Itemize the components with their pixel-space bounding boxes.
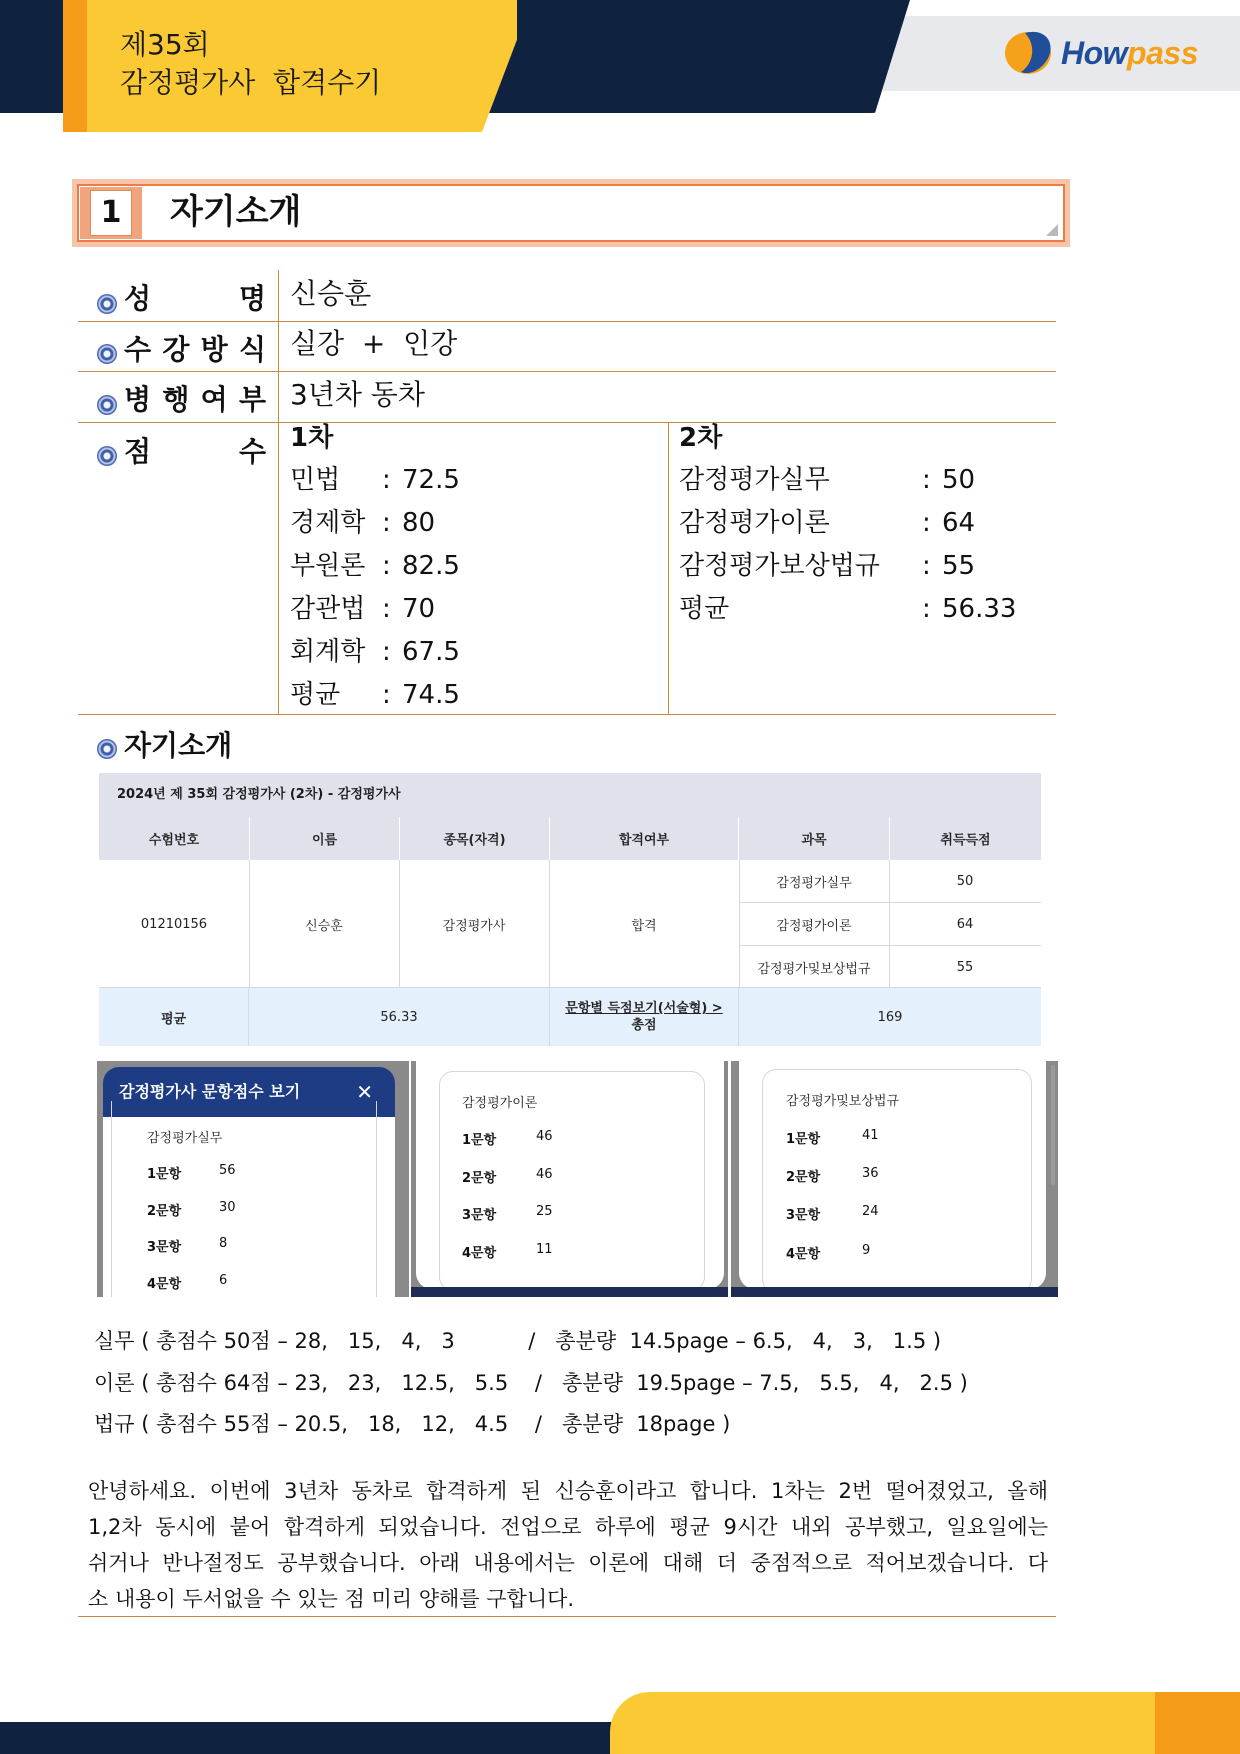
header-orange-stripe	[63, 0, 87, 132]
panel-subject: 감정평가이론	[462, 1096, 538, 1111]
score-subject: 감정평가이론	[679, 508, 830, 538]
name-value: 신승훈	[290, 277, 372, 310]
score-value: 56.33	[942, 594, 1017, 624]
question-label: 3문항	[786, 1208, 821, 1223]
paragraph-line: 소 내용이 두서없을 수 있는 점 미리 양해를 구합니다.	[88, 1587, 575, 1611]
panel-subject: 감정평가및보상법규	[786, 1094, 900, 1109]
question-label: 1문항	[147, 1167, 182, 1182]
paragraph-line: 안녕하세요. 이번에 3년차 동차로 합격하게 된 신승훈이라고 합니다. 1차는 2번 떨어졌었고, 올해	[88, 1479, 1048, 1503]
score-colon: :	[922, 594, 931, 624]
question-label: 2문항	[786, 1170, 821, 1185]
score-popup-theory	[411, 1061, 728, 1297]
score-value: 64	[942, 508, 976, 538]
paragraph-line: 쉬거나 반나절정도 공부했습니다. 아래 내용에서는 이론에 대해 더 중점적으로 적어보겠습니다. 다	[88, 1551, 1048, 1575]
question-score: 46	[536, 1129, 553, 1144]
label-char: 수	[238, 435, 266, 468]
question-score: 9	[862, 1243, 871, 1258]
popup-title: 감정평가사 문항점수 보기	[119, 1082, 301, 1101]
question-score: 8	[219, 1236, 228, 1251]
score-row	[290, 506, 435, 540]
result-table	[99, 773, 1041, 1046]
header-cell: 합격여부	[550, 817, 739, 860]
bullet-icon	[97, 294, 117, 314]
question-label: 4문항	[786, 1247, 821, 1262]
subject-name: 감정평가실무	[776, 875, 852, 891]
label-char: 부	[238, 383, 266, 416]
score-subject: 민법	[290, 465, 341, 495]
subject-score: 64	[956, 916, 974, 932]
examinee-name: 신승훈	[305, 918, 343, 934]
second-exam-heading: 2차	[679, 423, 723, 453]
score-popup-practice	[97, 1061, 409, 1297]
parallel-value: 3년차 동차	[290, 378, 425, 411]
score-detail-link[interactable]: 문항별 득점보기(서술형) >	[565, 1001, 723, 1016]
score-value: 80	[402, 508, 436, 538]
score-value: 55	[942, 551, 976, 581]
paragraph-line: 1,2차 동시에 붙어 합격하게 되었습니다. 전업으로 하루에 평균 9시간 내외 공부했고, 일요일에는	[88, 1515, 1048, 1539]
pass-status: 합격	[631, 918, 657, 934]
score-subject: 경제학	[290, 508, 366, 538]
header-cell: 취득득점	[890, 817, 1041, 860]
scrollbar[interactable]	[1051, 1065, 1055, 1185]
total-label: 총점	[631, 1018, 657, 1033]
score-row	[290, 592, 435, 626]
label-char: 방	[200, 333, 228, 366]
score-value: 70	[402, 594, 436, 624]
page-title	[120, 26, 381, 102]
exam-number: 01210156	[140, 916, 208, 932]
label-char: 행	[162, 383, 190, 416]
profile-divider	[278, 270, 279, 715]
score-divider	[668, 422, 669, 714]
score-label	[124, 433, 266, 471]
question-label: 1문항	[786, 1132, 821, 1147]
summary-practice: 실무 ( 총점수 50점 – 28, 15, 4, 3 / 총분량 14.5page – 6.5, 4, 3, 1.5 )	[94, 1329, 942, 1353]
panel-bottom-bar	[411, 1287, 728, 1297]
score-colon: :	[382, 508, 391, 538]
question-score: 25	[536, 1204, 553, 1219]
section-number-box	[80, 187, 142, 239]
question-label: 4문항	[462, 1246, 497, 1261]
footer-orange-band	[1155, 1692, 1240, 1754]
logo-pass: pass	[1127, 34, 1198, 71]
question-score: 46	[536, 1167, 553, 1182]
label-char: 식	[238, 333, 266, 366]
score-colon: :	[922, 551, 931, 581]
result-table-title: 2024년 제 35회 감정평가사 (2차) - 감정평가사	[99, 773, 1041, 817]
title-line1: 제35회	[120, 28, 210, 61]
name-label	[124, 280, 266, 318]
label-char: 수	[124, 333, 152, 366]
label-char: 강	[162, 333, 190, 366]
panel-bottom-bar	[731, 1287, 1058, 1297]
method-value: 실강 + 인강	[290, 327, 458, 360]
label-char: 병	[124, 383, 152, 416]
label-char: 점	[124, 435, 152, 468]
score-colon: :	[382, 594, 391, 624]
row-divider	[78, 321, 1056, 322]
score-colon: :	[382, 637, 391, 667]
subject-score: 55	[956, 959, 974, 975]
summary-law: 법규 ( 총점수 55점 – 20.5, 18, 12, 4.5 / 총분량 18page )	[94, 1412, 731, 1436]
question-score: 56	[219, 1163, 236, 1178]
method-label	[124, 331, 266, 369]
question-label: 3문항	[462, 1208, 497, 1223]
question-label: 2문항	[462, 1171, 497, 1186]
total-value: 169	[877, 1009, 903, 1025]
score-subject: 부원론	[290, 551, 366, 581]
question-label: 4문항	[147, 1277, 182, 1292]
score-subject: 회계학	[290, 637, 366, 667]
section-title: 자기소개	[170, 192, 302, 232]
footer-yellow-band	[610, 1692, 1240, 1754]
average-label: 평균	[99, 988, 249, 1046]
row-divider	[78, 714, 1056, 715]
score-value: 72.5	[402, 465, 460, 495]
score-subject: 감정평가실무	[679, 465, 830, 495]
parallel-label	[124, 381, 266, 419]
score-colon: :	[382, 465, 391, 495]
question-label: 3문항	[147, 1240, 182, 1255]
score-row	[679, 506, 975, 540]
paragraph-divider	[78, 1616, 1056, 1617]
score-row	[290, 678, 460, 712]
score-colon: :	[382, 551, 391, 581]
qualification: 감정평가사	[442, 918, 506, 934]
bullet-icon	[97, 344, 117, 364]
question-score: 36	[862, 1166, 879, 1181]
question-score: 6	[219, 1273, 228, 1288]
score-row	[679, 549, 975, 583]
header-cell: 과목	[739, 817, 890, 860]
bullet-icon	[97, 739, 117, 759]
howpass-logo-text	[1061, 35, 1198, 72]
score-subject: 평균	[290, 680, 341, 710]
score-colon: :	[382, 680, 391, 710]
header-cell: 이름	[250, 817, 400, 860]
first-exam-heading: 1차	[290, 423, 334, 453]
row-divider	[78, 371, 1056, 372]
header-cell: 종목(자격)	[400, 817, 550, 860]
subject-score: 50	[956, 873, 974, 889]
intro-paragraph	[88, 1473, 1048, 1617]
howpass-logo	[1003, 30, 1198, 76]
result-table-average-row	[99, 988, 1041, 1046]
score-row	[679, 463, 975, 497]
score-row	[290, 463, 460, 497]
question-score: 24	[862, 1204, 879, 1219]
intro-heading: 자기소개	[124, 729, 233, 762]
bullet-icon	[97, 446, 117, 466]
panel-subject: 감정평가실무	[147, 1131, 223, 1146]
question-score: 11	[536, 1242, 553, 1257]
close-icon[interactable]: ✕	[356, 1080, 373, 1104]
score-row	[290, 635, 460, 669]
score-value: 74.5	[402, 680, 460, 710]
question-score: 30	[219, 1200, 236, 1215]
result-table-body	[99, 860, 1041, 988]
title-line2: 감정평가사 합격수기	[120, 66, 382, 99]
question-label: 1문항	[462, 1133, 497, 1148]
row-divider	[78, 422, 1056, 423]
header-cell: 수험번호	[99, 817, 250, 860]
question-label: 2문항	[147, 1204, 182, 1219]
score-subject: 평균	[679, 594, 730, 624]
logo-how: How	[1061, 34, 1128, 71]
score-popup-law	[731, 1061, 1058, 1297]
score-colon: :	[922, 465, 931, 495]
label-char: 명	[238, 282, 266, 315]
summary-theory: 이론 ( 총점수 64점 – 23, 23, 12.5, 5.5 / 총분량 19.5page – 7.5, 5.5, 4, 2.5 )	[94, 1371, 968, 1395]
score-value: 50	[942, 465, 976, 495]
score-colon: :	[922, 508, 931, 538]
howpass-logo-icon	[1003, 30, 1057, 76]
result-table-header	[99, 817, 1041, 860]
section-number: 1	[90, 190, 132, 236]
subject-name: 감정평가및보상법규	[757, 961, 871, 977]
score-row	[679, 592, 1016, 626]
section-corner-mark	[1046, 224, 1058, 236]
average-value: 56.33	[249, 988, 550, 1046]
label-char: 여	[200, 383, 228, 416]
detail-cell	[550, 988, 739, 1046]
score-subject: 감관법	[290, 594, 366, 624]
score-value: 67.5	[402, 637, 460, 667]
subject-name: 감정평가이론	[776, 918, 852, 934]
label-char: 성	[124, 282, 152, 315]
question-score: 41	[862, 1128, 879, 1143]
bullet-icon	[97, 395, 117, 415]
score-subject: 감정평가보상법규	[679, 551, 880, 581]
score-row	[290, 549, 460, 583]
score-value: 82.5	[402, 551, 460, 581]
